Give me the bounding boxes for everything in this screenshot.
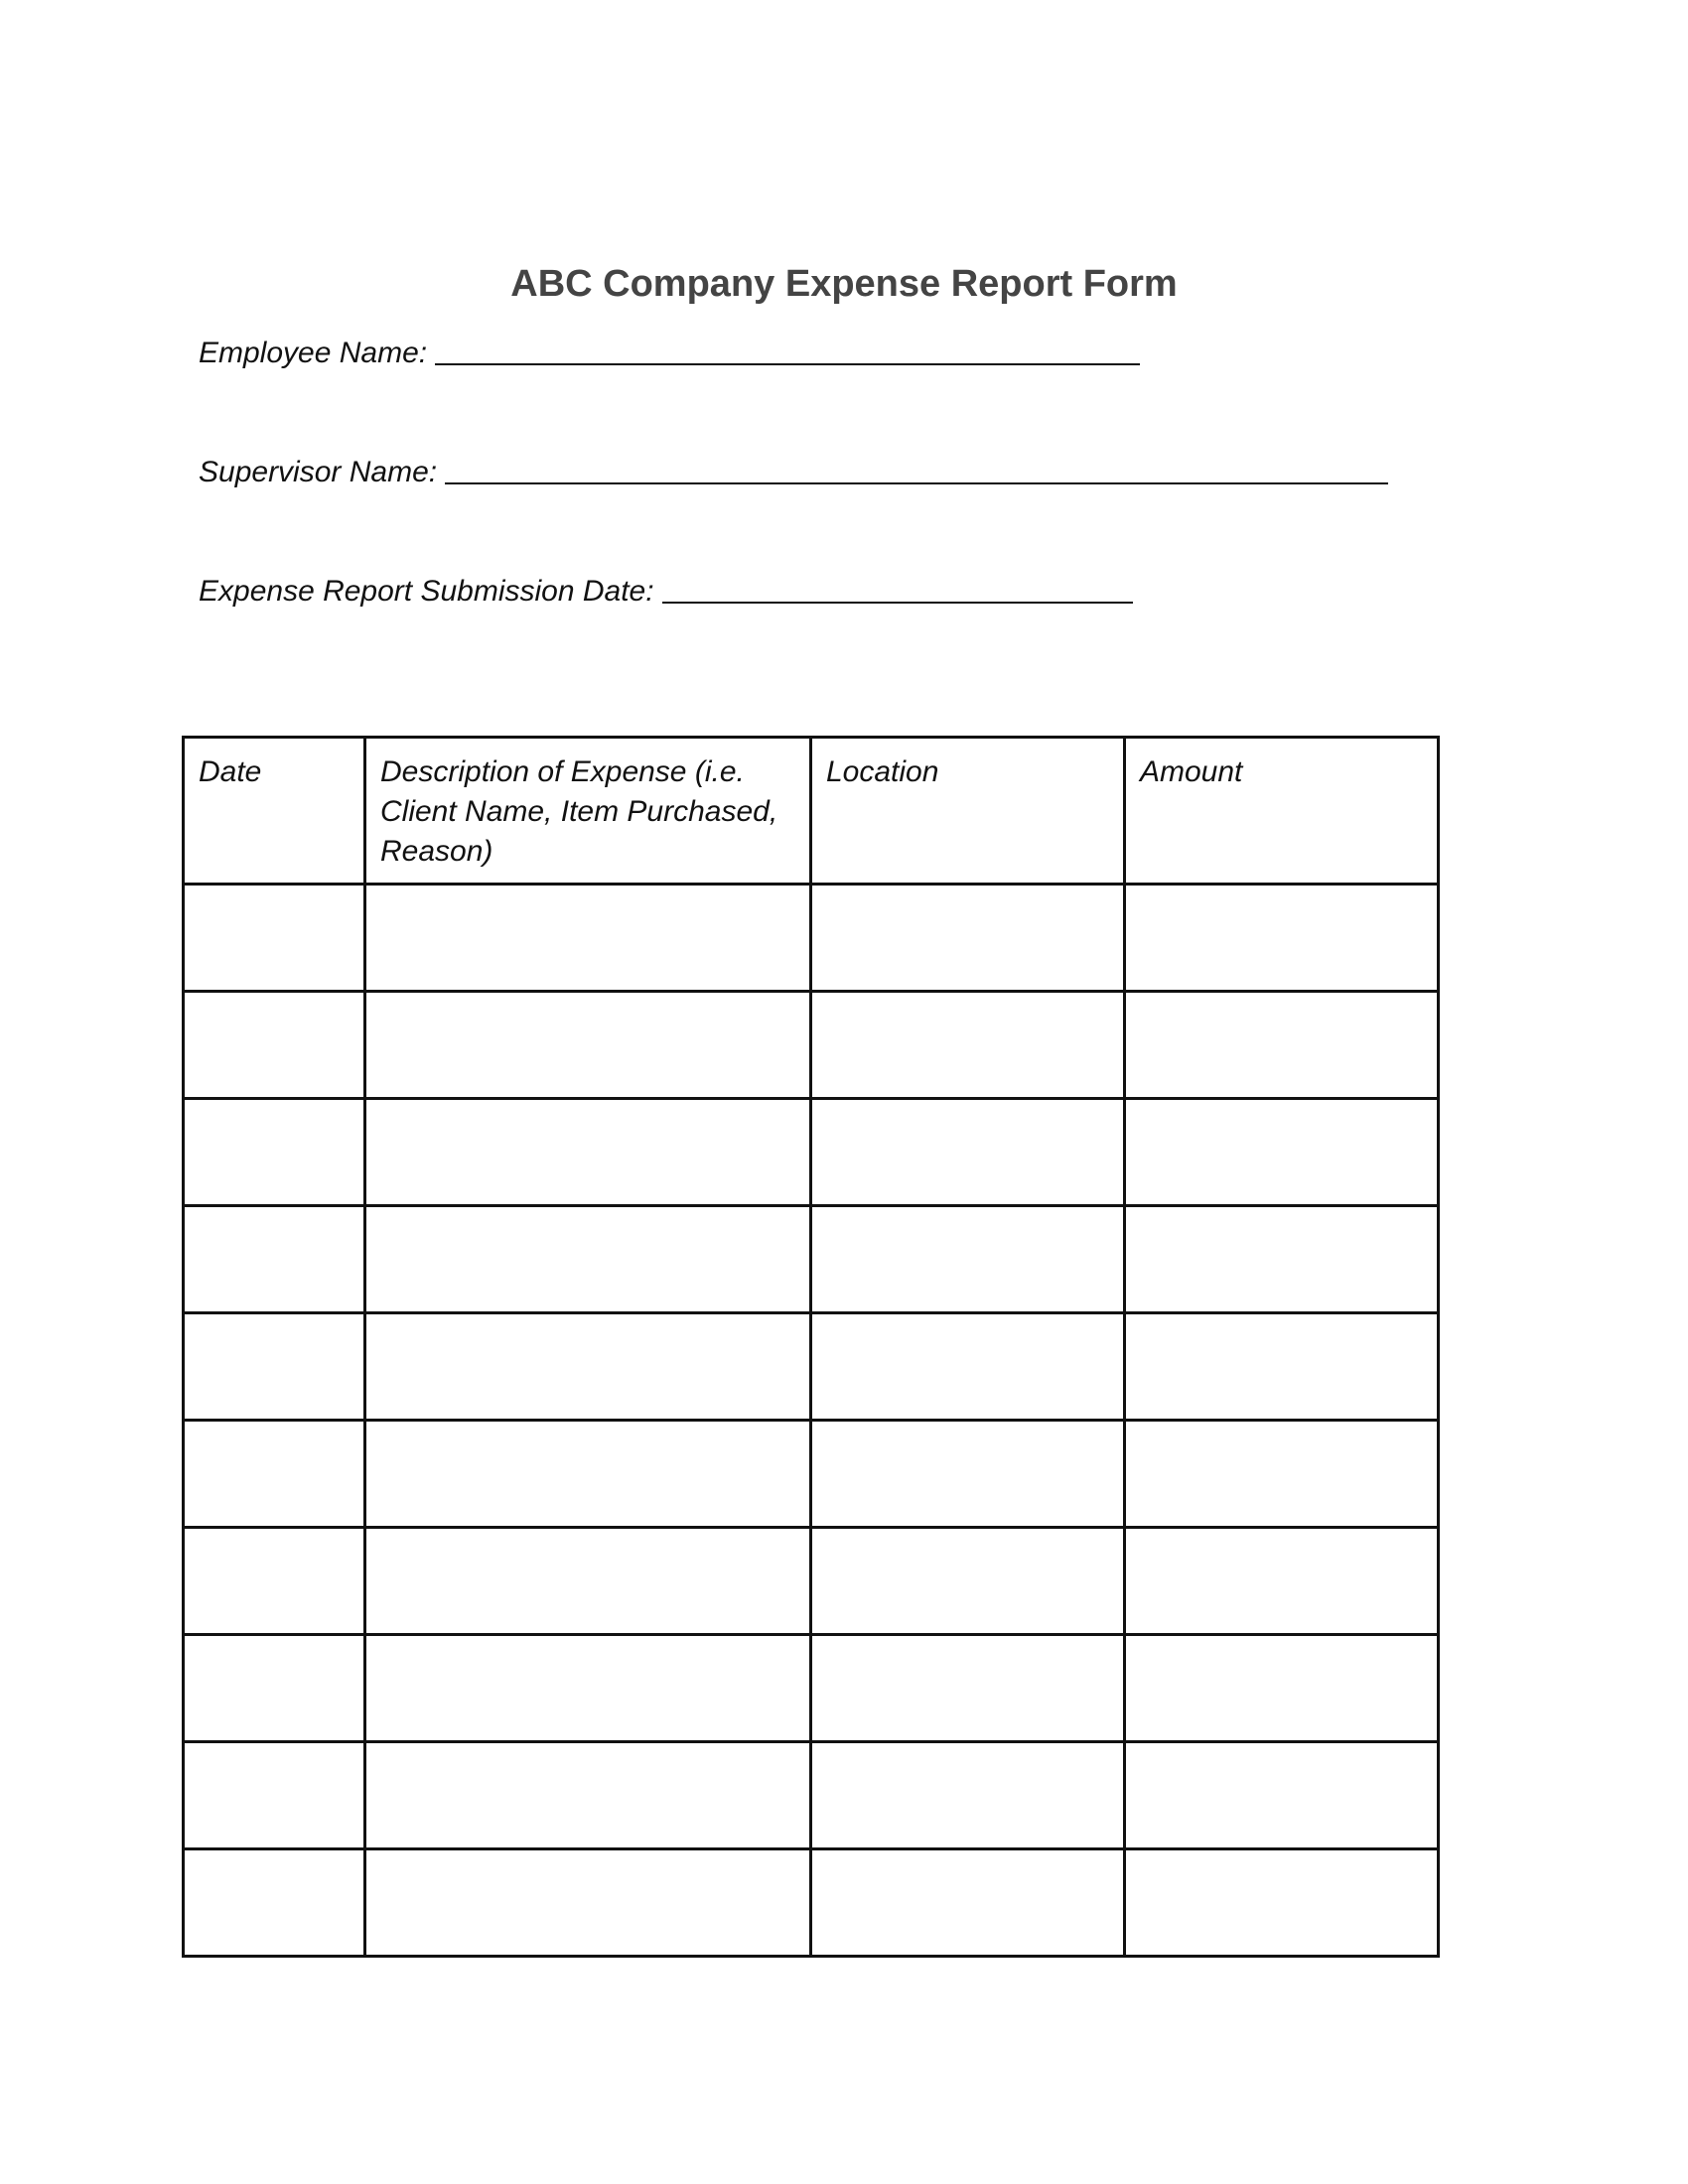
cell-description[interactable]: [365, 1849, 811, 1957]
cell-amount[interactable]: [1125, 1742, 1439, 1849]
supervisor-name-field: [199, 455, 1388, 490]
column-header-amount-label: Amount: [1140, 755, 1243, 788]
cell-location[interactable]: [811, 1206, 1125, 1313]
column-header-location-label: Location: [826, 755, 939, 788]
employee-name-field: [199, 336, 1140, 371]
expense-rows: [184, 885, 1439, 1957]
cell-location[interactable]: [811, 1742, 1125, 1849]
table-row: [184, 1099, 1439, 1206]
column-header-date: [184, 738, 365, 885]
cell-description[interactable]: [365, 1421, 811, 1528]
cell-description[interactable]: [365, 1313, 811, 1421]
table-row: [184, 1421, 1439, 1528]
table-row: [184, 1528, 1439, 1635]
cell-location[interactable]: [811, 992, 1125, 1099]
table-row: [184, 885, 1439, 992]
cell-location[interactable]: [811, 1099, 1125, 1206]
supervisor-name-label: Supervisor Name:: [199, 456, 438, 488]
cell-date[interactable]: [184, 885, 365, 992]
cell-amount[interactable]: [1125, 992, 1439, 1099]
submission-date-field: [199, 574, 1133, 610]
cell-date[interactable]: [184, 1313, 365, 1421]
cell-amount[interactable]: [1125, 1313, 1439, 1421]
cell-amount[interactable]: [1125, 1206, 1439, 1313]
cell-location[interactable]: [811, 1849, 1125, 1957]
column-header-description: [365, 738, 811, 885]
cell-date[interactable]: [184, 1528, 365, 1635]
cell-location[interactable]: [811, 1635, 1125, 1742]
column-header-description-label: Description of Expense (i.e. Client Name, Item Purchased, Reason): [380, 755, 778, 868]
cell-amount[interactable]: [1125, 1635, 1439, 1742]
supervisor-name-input-line[interactable]: [445, 455, 1388, 484]
cell-description[interactable]: [365, 1635, 811, 1742]
cell-amount[interactable]: [1125, 1528, 1439, 1635]
cell-amount[interactable]: [1125, 1099, 1439, 1206]
cell-date[interactable]: [184, 1421, 365, 1528]
cell-location[interactable]: [811, 1421, 1125, 1528]
cell-description[interactable]: [365, 1206, 811, 1313]
cell-description[interactable]: [365, 1528, 811, 1635]
table-row: [184, 992, 1439, 1099]
cell-location[interactable]: [811, 1528, 1125, 1635]
cell-date[interactable]: [184, 1742, 365, 1849]
table-row: [184, 1635, 1439, 1742]
table-row: [184, 1849, 1439, 1957]
column-header-amount: [1125, 738, 1439, 885]
cell-date[interactable]: [184, 1635, 365, 1742]
cell-date[interactable]: [184, 1206, 365, 1313]
column-header-date-label: Date: [199, 755, 262, 788]
employee-name-input-line[interactable]: [435, 336, 1140, 365]
cell-amount[interactable]: [1125, 1421, 1439, 1528]
cell-description[interactable]: [365, 1742, 811, 1849]
table-header-row: [184, 738, 1439, 885]
cell-location[interactable]: [811, 885, 1125, 992]
expense-table: [182, 736, 1440, 1958]
employee-name-label: Employee Name:: [199, 337, 428, 369]
submission-date-label: Expense Report Submission Date:: [199, 575, 654, 608]
cell-description[interactable]: [365, 1099, 811, 1206]
page-title: ABC Company Expense Report Form: [510, 263, 1178, 306]
submission-date-input-line[interactable]: [662, 574, 1133, 604]
cell-description[interactable]: [365, 992, 811, 1099]
column-header-location: [811, 738, 1125, 885]
cell-date[interactable]: [184, 992, 365, 1099]
table-row: [184, 1742, 1439, 1849]
cell-amount[interactable]: [1125, 885, 1439, 992]
cell-date[interactable]: [184, 1099, 365, 1206]
table-row: [184, 1206, 1439, 1313]
cell-location[interactable]: [811, 1313, 1125, 1421]
cell-description[interactable]: [365, 885, 811, 992]
table-row: [184, 1313, 1439, 1421]
cell-amount[interactable]: [1125, 1849, 1439, 1957]
cell-date[interactable]: [184, 1849, 365, 1957]
